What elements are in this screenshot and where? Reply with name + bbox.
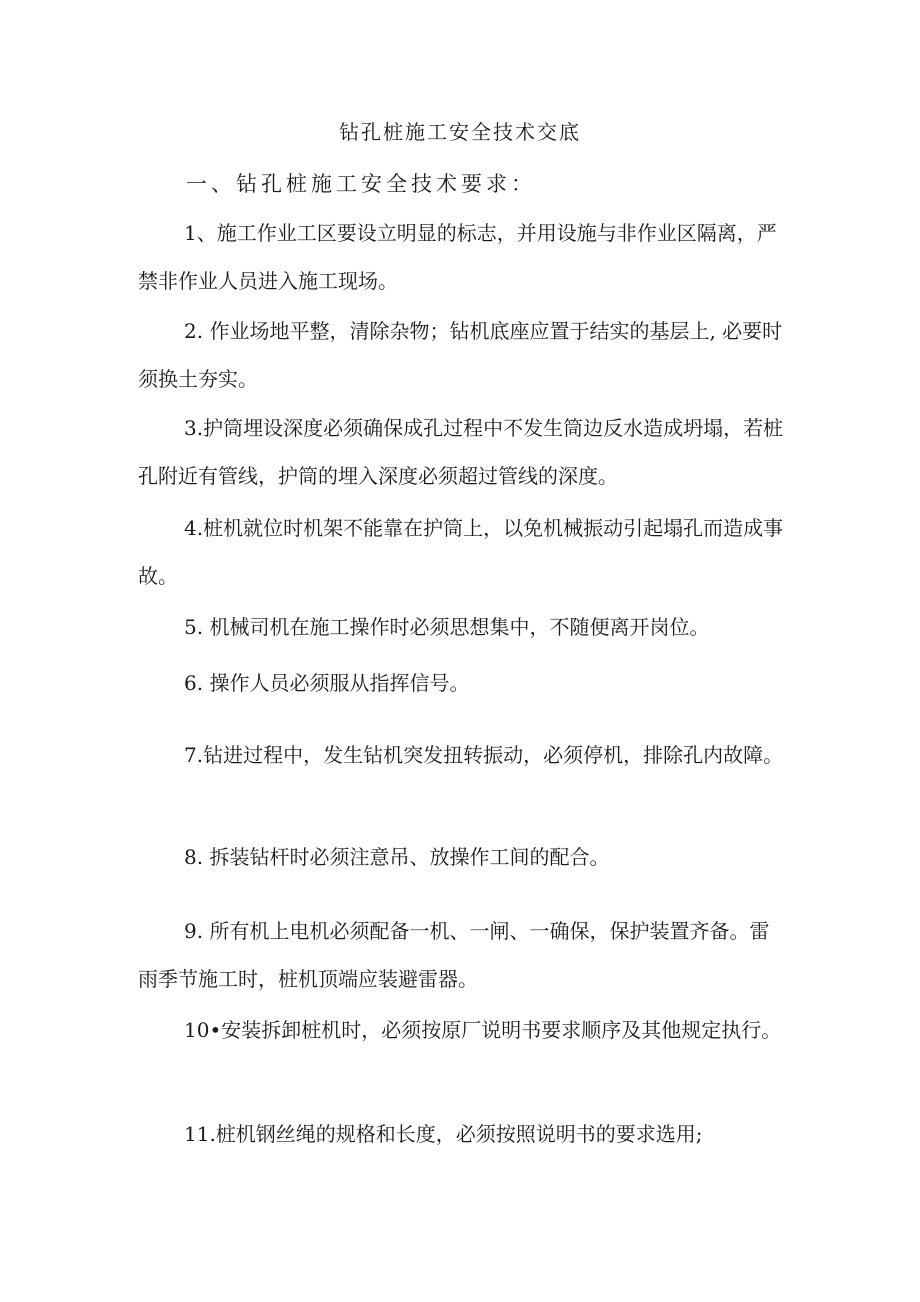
paragraph-item-3: 3.护筒埋设深度必须确保成孔过程中不发生筒边反水造成坍塌，若桩孔附近有管线，护筒的埋入深度必须超过管线的深度。 [138,416,784,488]
paragraph-item-1: 1、施工作业工区要设立明显的标志，并用设施与非作业区隔离，严禁非作业人员进入施工现场。 [138,221,777,293]
paragraph-item-9: 9. 所有机上电机必须配备一机、一闸、一确保，保护装置齐备。雷雨季节施工时，桩机顶端应装避雷器。 [138,919,770,991]
paragraph-item-11: 11.桩机钢丝绳的规格和长度，必须按照说明书的要求选用; [184,1122,703,1146]
section-heading: 一、钻孔桩施工安全技术要求： [186,172,536,196]
paragraph-item-7: 7.钻进过程中，发生钻机突发扭转振动，必须停机，排除孔内故障。 [184,743,784,767]
document-title: 钻孔桩施工安全技术交底 [339,120,581,144]
paragraph-item-5: 5. 机械司机在施工操作时必须思想集中，不随便离开岗位。 [184,615,710,639]
paragraph-item-2: 2. 作业场地平整，清除杂物；钻机底座应置于结实的基层上, 必要时须换土夯实。 [138,319,783,391]
paragraph-item-8: 8. 拆装钻杆时必须注意吊、放操作工间的配合。 [184,845,610,869]
paragraph-item-10: 10•安装拆卸桩机时，必须按原厂说明书要求顺序及其他规定执行。 [184,1018,782,1042]
paragraph-item-4: 4.桩机就位时机架不能靠在护筒上，以免机械振动引起塌孔而造成事故。 [138,516,784,588]
paragraph-item-6: 6. 操作人员必须服从指挥信号。 [184,671,470,695]
